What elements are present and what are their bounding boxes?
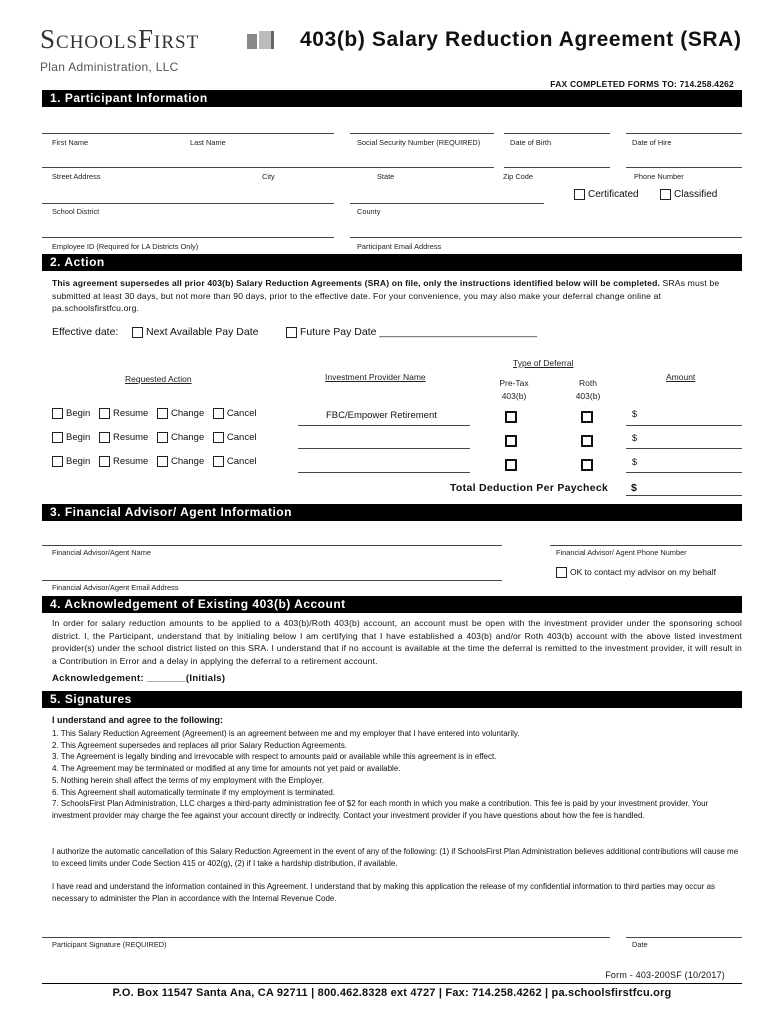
- authorize-paragraph: I authorize the automatic cancellation of this Salary Reduction Agreement in the event of any of the following: (1) if SchoolsFirst Plan Administration believes additional contributions will cause me to exceed limits under Code Section 415 or 402(g), (2) if I take a hardship distribution, if available.: [52, 847, 739, 868]
- action-row-1: Begin Resume Change Cancel: [52, 408, 256, 419]
- action-row-3: Begin Resume Change Cancel: [52, 456, 256, 467]
- provider-name-1: FBC/Empower Retirement: [326, 410, 437, 421]
- hire-label: Date of Hire: [632, 138, 672, 147]
- amount-dollar-2: $: [632, 433, 638, 443]
- amount-line-2[interactable]: [626, 448, 742, 449]
- advisor-email-label: Financial Advisor/Agent Email Address: [52, 583, 179, 592]
- amount-line-1[interactable]: [626, 425, 742, 426]
- agreement-intro: I understand and agree to the following:: [52, 715, 224, 725]
- footer-contact: P.O. Box 11547 Santa Ana, CA 92711 | 800.462.8328 ext 4727 | Fax: 714.258.4262 | pa.schoolsfirstfcu.org: [112, 987, 672, 999]
- acknowledgement-body: In order for salary reduction amounts to be applied to a 403(b)/Roth 403(b) account, an account must be open with the investment provider under the sponsoring school district. I, the Participant, understand that by initialing below I am certifying that I have established a 403(b) and/or Roth 403(b) account with the above listed investment provider(s) under the school district listed on this SRA. I understand that if no account is available at the time the deferral is remitted to the investment provider, it will result in a Contribution in Error and a delay in applying the deferral to a retirement account.: [52, 618, 742, 666]
- cancel-checkbox[interactable]: [213, 432, 224, 443]
- pretax-checkbox-3[interactable]: [505, 459, 517, 471]
- roth-checkbox-1[interactable]: [581, 411, 593, 423]
- amount-dollar-3: $: [632, 457, 638, 467]
- amount-line-3[interactable]: [626, 472, 742, 473]
- advisor-phone-line[interactable]: [550, 545, 742, 546]
- section-2-heading: 2. Action: [42, 254, 742, 271]
- advisor-phone-label: Financial Advisor/ Agent Phone Number: [556, 548, 687, 557]
- first-name-label: First Name: [52, 138, 89, 147]
- fax-instruction: FAX COMPLETED FORMS TO: 714.258.4262: [550, 79, 734, 89]
- begin-checkbox[interactable]: [52, 456, 63, 467]
- list-item: 6. This Agreement shall automatically terminate if my employment is terminated.: [52, 787, 336, 797]
- district-line[interactable]: [42, 203, 334, 204]
- action-row-2: Begin Resume Change Cancel: [52, 432, 256, 443]
- change-checkbox[interactable]: [157, 456, 168, 467]
- section-3-heading: 3. Financial Advisor/ Agent Information: [42, 504, 742, 521]
- ssn-line[interactable]: [350, 133, 494, 134]
- name-line[interactable]: [42, 133, 334, 134]
- amount-dollar-1: $: [632, 409, 638, 419]
- state-label: State: [377, 172, 395, 181]
- list-item: 3. The Agreement is legally binding and irrevocable with respect to amounts paid or available while this agreement is in effect.: [52, 752, 497, 762]
- type-of-deferral-header: Type of Deferral: [513, 358, 574, 368]
- county-line[interactable]: [350, 203, 544, 204]
- read-paragraph: I have read and understand the information contained in this Agreement. I understand that by making this application the release of my confidential information to third parties may occur as necessary to administer the Plan in accordance with the Internal Revenue Code.: [52, 882, 716, 903]
- checkbox-icon[interactable]: [556, 567, 567, 578]
- section-1-heading: 1. Participant Information: [42, 90, 742, 107]
- signature-date-line[interactable]: [626, 937, 742, 938]
- hire-line[interactable]: [626, 133, 742, 134]
- ok-to-contact-checkbox[interactable]: OK to contact my advisor on my behalf: [556, 567, 716, 578]
- advisor-name-line[interactable]: [42, 545, 502, 546]
- section-5-heading: 5. Signatures: [42, 691, 742, 708]
- phone-line[interactable]: [626, 167, 742, 168]
- next-pay-date-option[interactable]: Next Available Pay Date: [132, 326, 258, 338]
- form-number: Form - 403-200SF (10/2017): [605, 970, 725, 980]
- list-item: 2. This Agreement supersedes and replaces all prior Salary Reduction Agreements.: [52, 740, 348, 750]
- city-label: City: [262, 172, 275, 181]
- footer-divider: [42, 983, 742, 984]
- last-name-label: Last Name: [190, 138, 226, 147]
- list-item: 4. The Agreement may be terminated or modified at any time for amounts not yet paid or available.: [52, 764, 401, 774]
- county-label: County: [357, 207, 381, 216]
- roth-checkbox-2[interactable]: [581, 435, 593, 447]
- provider-line-2[interactable]: [298, 448, 470, 449]
- change-checkbox[interactable]: [157, 432, 168, 443]
- resume-checkbox[interactable]: [99, 456, 110, 467]
- total-deduction-label: Total Deduction Per Paycheck: [450, 482, 609, 494]
- cancel-checkbox[interactable]: [213, 456, 224, 467]
- begin-checkbox[interactable]: [52, 432, 63, 443]
- future-pay-date-option[interactable]: Future Pay Date ___________________________: [286, 326, 537, 338]
- amount-header: Amount: [666, 372, 696, 382]
- agreement-list: [52, 728, 742, 822]
- zip-label: Zip Code: [503, 172, 533, 181]
- section-4-heading: 4. Acknowledgement of Existing 403(b) Account: [42, 596, 742, 613]
- checkbox-icon[interactable]: [132, 327, 143, 338]
- advisor-name-label: Financial Advisor/Agent Name: [52, 548, 152, 557]
- street-label: Street Address: [52, 172, 101, 181]
- email-label: Participant Email Address: [357, 242, 442, 251]
- total-line[interactable]: [626, 495, 742, 496]
- cancel-checkbox[interactable]: [213, 408, 224, 419]
- dob-label: Date of Birth: [510, 138, 552, 147]
- acknowledgement-initials[interactable]: Acknowledgement: _______(Initials): [52, 673, 226, 684]
- advisor-email-line[interactable]: [42, 580, 502, 581]
- change-checkbox[interactable]: [157, 408, 168, 419]
- signature-date-label: Date: [632, 940, 648, 949]
- provider-line-1[interactable]: [298, 425, 470, 426]
- total-deduction-dollar: $: [631, 482, 637, 494]
- dob-line[interactable]: [504, 133, 610, 134]
- checkbox-icon[interactable]: [660, 189, 671, 200]
- phone-label: Phone Number: [634, 172, 684, 181]
- resume-checkbox[interactable]: [99, 408, 110, 419]
- action-intro: This agreement supersedes all prior 403(b) Salary Reduction Agreements (SRA) on file, only the instructions identified below will be completed. SRAs must be submitted at least 30 days, but not more than 90 days, prior to the effective date. For your convenience, you may also make your deferral change online at pa.schoolsfirstfcu.org.: [52, 278, 720, 313]
- signature-label: Participant Signature (REQUIRED): [52, 940, 167, 949]
- checkbox-icon[interactable]: [286, 327, 297, 338]
- list-item: 5. Nothing herein shall affect the terms of my employment with the Employer.: [52, 775, 324, 785]
- resume-checkbox[interactable]: [99, 432, 110, 443]
- logo-subtitle: Plan Administration, LLC: [40, 60, 179, 74]
- checkbox-icon[interactable]: [574, 189, 585, 200]
- address-line[interactable]: [42, 167, 494, 168]
- provider-line-3[interactable]: [298, 472, 470, 473]
- provider-header: Investment Provider Name: [325, 372, 426, 382]
- effective-date-label: Effective date:: [52, 326, 119, 338]
- pretax-header: Pre-Tax 403(b): [499, 378, 529, 401]
- roth-header: Roth 403(b): [575, 378, 601, 401]
- zip-line[interactable]: [504, 167, 610, 168]
- email-line[interactable]: [350, 237, 742, 238]
- requested-action-header: Requested Action: [125, 374, 192, 384]
- classified-checkbox[interactable]: Classified: [660, 189, 717, 200]
- book-logo-icon: [246, 30, 276, 50]
- ssn-label: Social Security Number (REQUIRED): [357, 138, 481, 147]
- list-item: 7. SchoolsFirst Plan Administration, LLC charges a third-party administration fee of $2 for each month in which you make a contribution. This fee is paid by your investment provider. Your investment provider may charge the fee against your account directly or indirectly. Contact your investment provider if you have questions about how the fee is handled.: [52, 799, 709, 820]
- roth-checkbox-3[interactable]: [581, 459, 593, 471]
- begin-checkbox[interactable]: [52, 408, 63, 419]
- certificated-checkbox[interactable]: Certificated: [574, 189, 639, 200]
- page-title: 403(b) Salary Reduction Agreement (SRA): [300, 28, 742, 51]
- employee-id-line[interactable]: [42, 237, 334, 238]
- signature-line[interactable]: [42, 937, 610, 938]
- list-item: 1. This Salary Reduction Agreement (Agreement) is an agreement between me and my employer that I have entered into voluntarily.: [52, 729, 520, 738]
- pretax-checkbox-1[interactable]: [505, 411, 517, 423]
- district-label: School District: [52, 207, 100, 216]
- pretax-checkbox-2[interactable]: [505, 435, 517, 447]
- logo-wordmark: SchoolsFirst: [40, 24, 200, 54]
- employee-id-label: Employee ID (Required for LA Districts Only): [52, 242, 199, 251]
